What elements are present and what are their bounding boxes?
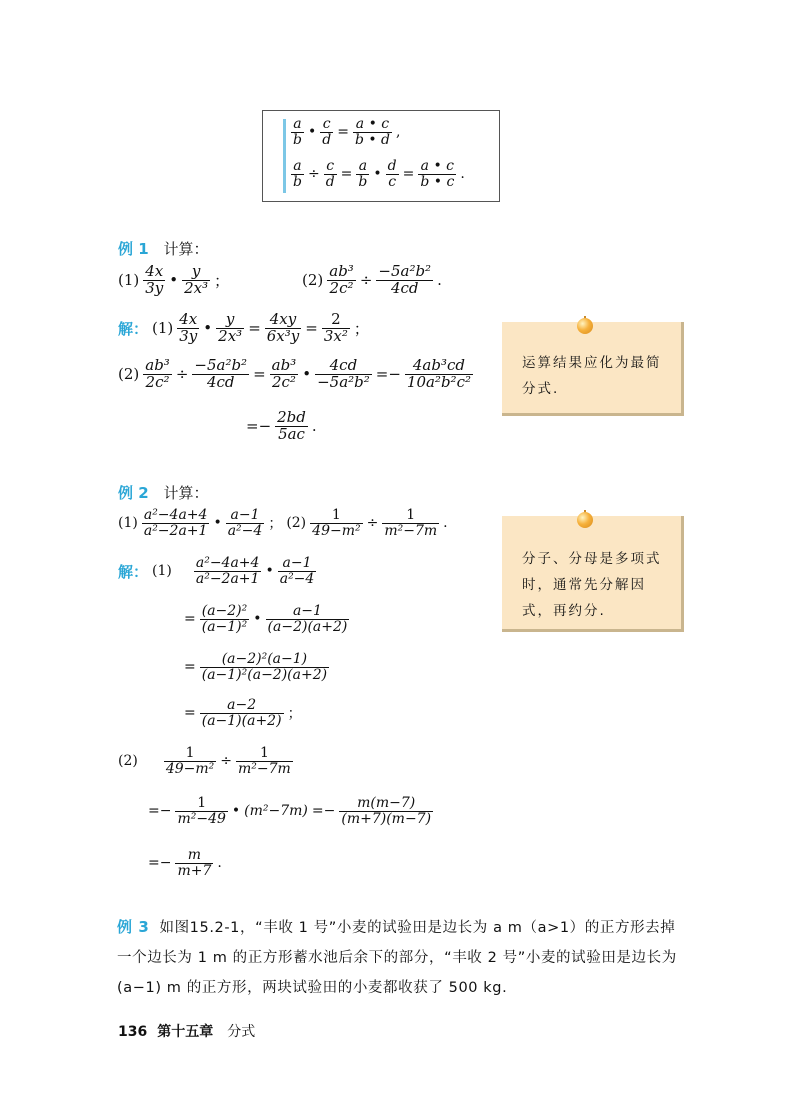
- example2-heading: [118, 482, 208, 503]
- example1-solution-1: 解： (1) $\frac{4x}{3y}$ • $\frac{y}{\text{2x³}}$ = $\frac{4xy}{\text{6x³y}}$ = $\frac{2}{\text{3x²}}$ ；: [118, 310, 369, 345]
- example3-paragraph: [117, 912, 687, 1003]
- example2-step-3: = $\frac{a-2}{(a-1)(a+2)}$ ；: [184, 697, 302, 729]
- chapter-title: 第十五章: [157, 1024, 214, 1040]
- example2-step-2: = $\frac{\text{(a−2)²(a−1)}}{\text{(a−1)²(a−2)(a+2)}}$: [184, 651, 328, 683]
- example2-title: 计算：: [163, 484, 209, 502]
- tip-note-1-text: 运算结果应化为最简分式.: [522, 355, 662, 397]
- tip-note-1: [502, 322, 684, 416]
- example1-title: 计算：: [163, 240, 209, 258]
- tip-note-2-text: 分子、分母是多项式时，通常先分解因式，再约分.: [522, 551, 662, 619]
- page-number: 136: [118, 1024, 148, 1040]
- example3-text: 如图15.2-1，“丰收 1 号”小麦的试验田是边长为 a m（a>1）的正方形去掉一个边长为 1 m 的正方形蓄水池后余下的部分，“丰收 2 号”小麦的试验田是边长为(a−1) m 的正方形，两块试验田的小麦都收获了 500 kg.: [117, 920, 677, 996]
- page-footer: [118, 1021, 255, 1041]
- example1-solution-2-result: =− $\frac{2bd}{5ac}$ .: [246, 408, 317, 443]
- rule-box: [262, 110, 500, 202]
- example2-solution-2-start: (2) $\frac{1}{\text{49−m²}}$ ÷ $\frac{1}{\text{m²−7m}}$: [118, 745, 291, 777]
- example2-step-5: =− $\frac{m}{m+7}$ .: [148, 847, 222, 879]
- pushpin-icon: [577, 318, 593, 334]
- rule-divide: $\frac{a}{b}$ ÷ $\frac{c}{d}$ = $\frac{a}{b}$ • $\frac{d}{c}$ = $\frac{a • c}{b • c}$ .: [293, 158, 465, 190]
- example1-heading: [118, 238, 208, 259]
- tip-note-2: [502, 516, 684, 632]
- example2-step-1: = $\frac{\text{(a−2)²}}{\text{(a−1)²}}$ • $\frac{a-1}{(a-2)(a+2)}$: [184, 603, 348, 635]
- solution-label: 解：: [118, 319, 149, 338]
- example2-step-4: =− $\frac{1}{\text{m²−49}}$ • (m²−7m) =− $\frac{m(m-7)}{(m+7)(m-7)}$: [148, 795, 432, 827]
- rule-multiply: $\frac{a}{b}$ • $\frac{c}{d}$ = $\frac{a • c}{b • d}$ ,: [293, 116, 401, 148]
- rule-accent-bar: [283, 119, 286, 193]
- pushpin-icon: [577, 512, 593, 528]
- example1-solution-2: (2) $\frac{\text{ab³}}{\text{2c²}}$ ÷ $\frac{\text{−5a²b²}}{4cd}$ = $\frac{\text{ab³}}{\text{2c²}}$ • $\frac{4cd}{\text{−5a²b²}}$ =− $\frac{\text{4ab³cd}}{\text{10a²b²c²}}$: [118, 356, 471, 391]
- example3-label: 例 3: [117, 918, 150, 936]
- example2-label: 例 2: [118, 484, 149, 502]
- example1-problem-2: (2) $\frac{\text{ab³}}{\text{2c²}}$ ÷ $\frac{\text{−5a²b²}}{4cd}$ .: [302, 262, 442, 297]
- example2-problems: (1) $\frac{\text{a²−4a+4}}{\text{a²−2a+1}}$ • $\frac{a-1}{\text{a²−4}}$ ； (2) $\frac{1}{\text{49−m²}}$ ÷ $\frac{1}{\text{m²−7m}}$ .: [118, 507, 448, 539]
- example1-problem-1: (1) $\frac{4x}{3y}$ • $\frac{y}{\text{2x³}}$ ；: [118, 262, 230, 297]
- section-title: 分式: [227, 1024, 256, 1040]
- example2-solution-1-start: 解： (1) $\frac{\text{a²−4a+4}}{\text{a²−2a+1}}$ • $\frac{a-1}{\text{a²−4}}$: [118, 555, 315, 587]
- example1-label: 例 1: [118, 240, 149, 258]
